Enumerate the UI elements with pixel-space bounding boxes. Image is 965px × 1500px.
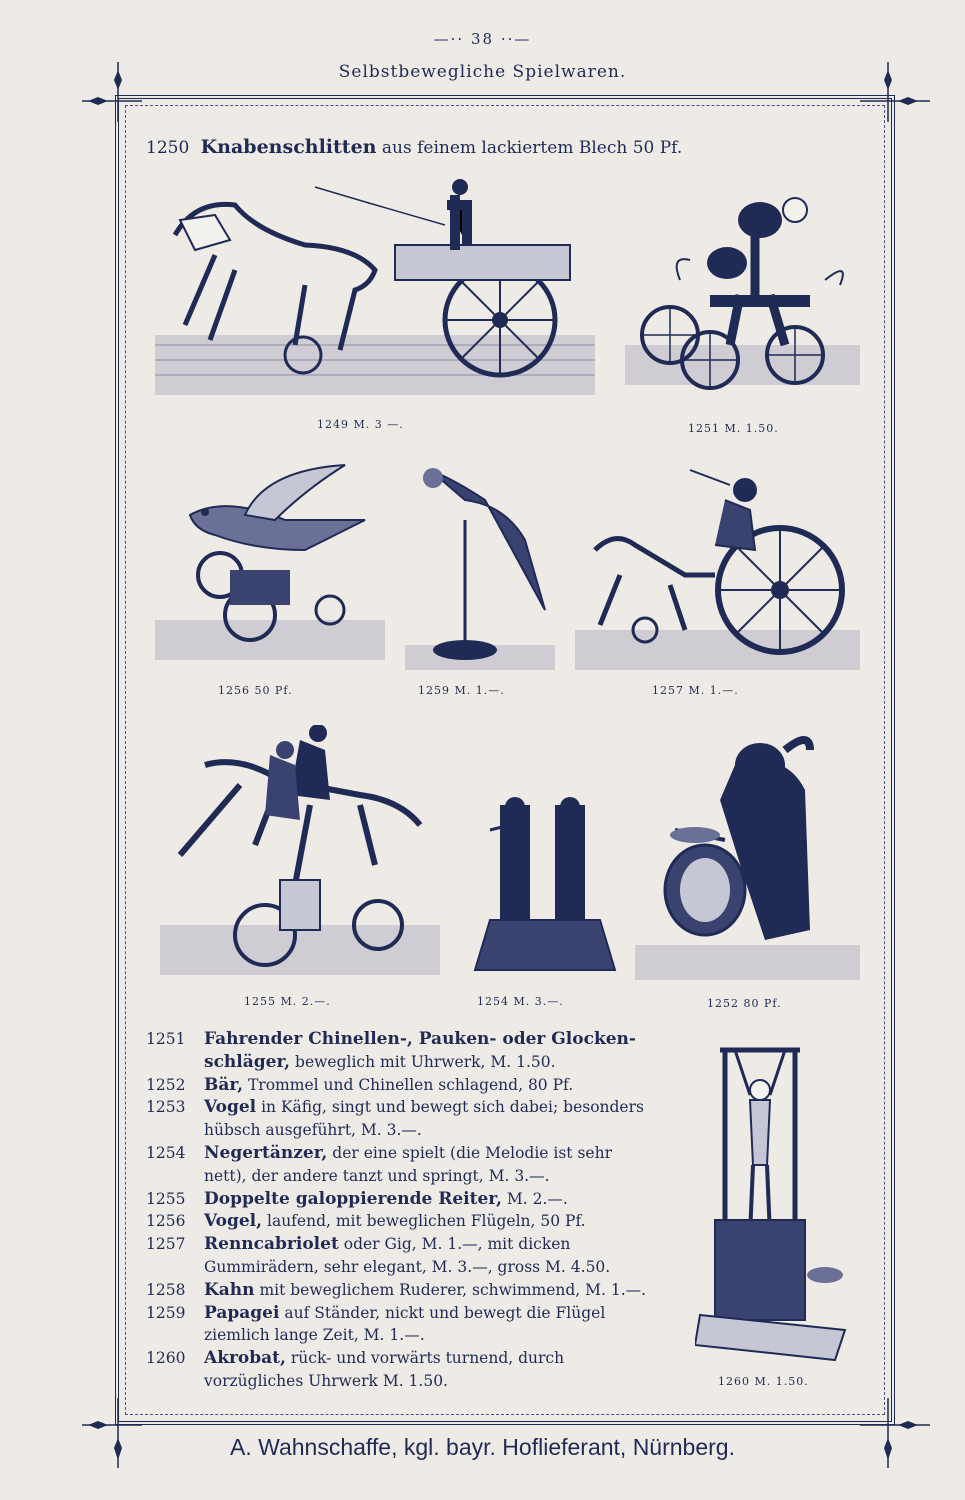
entry-text: in Käfig, singt und bewegt sich dabei; besonders hübsch ausgeführt, M. 3.—. <box>204 1098 644 1140</box>
entry-name: Papagei <box>204 1302 280 1323</box>
cymbal-player-illustration <box>625 185 860 400</box>
entry-text: M. 2.—. <box>506 1189 568 1208</box>
entry-1257 <box>146 1233 652 1279</box>
entry-number: 1253 <box>146 1098 186 1117</box>
entry-number: 1260 <box>146 1349 186 1368</box>
entry-number: 1254 <box>146 1143 186 1162</box>
entry-text: rück- und vorwärts turnend, durch vorzügliches Uhrwerk M. 1.50. <box>204 1349 565 1390</box>
entry-text: mit beweglichem Ruderer, schwimmend, M. 1.—. <box>259 1280 647 1299</box>
caption-1257: 1257 M. 1.—. <box>652 684 739 697</box>
entry-name: Vogel, <box>204 1211 263 1232</box>
corner-ornament-top-left-icon <box>82 62 142 122</box>
intro-text: aus feinem lackiertem Blech 50 Pf. <box>381 138 683 158</box>
footer-publisher: A. Wahnschaffe, kgl. bayr. Hoflieferant, Nürnberg. <box>230 1434 735 1460</box>
entry-name: Negertänzer, <box>204 1142 328 1163</box>
entry-name: Renncabriolet <box>204 1234 339 1255</box>
entry-1259 <box>146 1302 652 1348</box>
caption-1252: 1252 80 Pf. <box>707 997 782 1010</box>
entry-text: beweglich mit Uhrwerk, M. 1.50. <box>295 1052 556 1071</box>
caption-1259: 1259 M. 1.—. <box>418 684 505 697</box>
entry-1260 <box>146 1347 652 1393</box>
entry-number: 1256 <box>146 1212 186 1231</box>
caption-1255: 1255 M. 2.—. <box>244 995 331 1008</box>
entry-text: auf Ständer, nickt und bewegt die Flügel ziemlich lange Zeit, M. 1.—. <box>204 1303 606 1345</box>
horse-cart-illustration <box>155 175 595 405</box>
bear-illustration <box>635 730 860 985</box>
entry-number: 1251 <box>146 1030 186 1048</box>
dancers-illustration <box>470 795 620 980</box>
page-number-value: 38 <box>470 30 495 48</box>
entry-1254 <box>146 1142 652 1188</box>
entry-name: Fahrender Chinellen-, Pauken- oder Glocken-schläger, <box>204 1029 636 1072</box>
entry-text: der eine spielt (die Melodie ist sehr nett), der andere tanzt und springt, M. 3.—. <box>204 1143 612 1185</box>
entry-number: 1257 <box>146 1235 186 1254</box>
intro-number: 1250 <box>146 138 190 158</box>
caption-1256: 1256 50 Pf. <box>218 684 293 697</box>
entry-1255 <box>146 1188 652 1211</box>
intro-name: Knabenschlitten <box>200 136 377 158</box>
entry-name: Bär, <box>204 1074 244 1095</box>
caption-1254: 1254 M. 3.—. <box>477 995 564 1008</box>
intro-line <box>146 136 682 158</box>
entry-1256 <box>146 1210 652 1233</box>
walking-bird-illustration <box>155 460 385 670</box>
entry-1251 <box>146 1028 652 1074</box>
caption-1260: 1260 M. 1.50. <box>718 1375 809 1388</box>
entry-1252 <box>146 1074 652 1097</box>
entry-text: Trommel und Chinellen schlagend, 80 Pf. <box>247 1075 574 1094</box>
entry-name: Kahn <box>204 1279 255 1300</box>
page-number-dash-right: ··— <box>494 30 532 48</box>
caption-1249: 1249 M. 3 —. <box>317 418 404 431</box>
page-number-dash-left: —·· <box>433 30 471 48</box>
entry-text: oder Gig, M. 1.—, mit dicken Gummirädern, sehr elegant, M. 3.—, gross M. 4.50. <box>204 1235 611 1276</box>
entry-number: 1252 <box>146 1075 186 1094</box>
corner-ornament-top-right-icon <box>860 62 930 122</box>
entry-number: 1255 <box>146 1189 186 1208</box>
caption-1251: 1251 M. 1.50. <box>688 422 779 435</box>
acrobat-illustration <box>695 1035 860 1370</box>
page-header: Selbstbewegliche Spielwaren. <box>338 62 627 82</box>
entry-number: 1259 <box>146 1303 186 1322</box>
entry-name: Vogel <box>204 1097 257 1118</box>
entry-1258 <box>146 1279 652 1302</box>
entry-name: Doppelte galoppierende Reiter, <box>204 1188 502 1209</box>
double-riders-illustration <box>160 725 440 980</box>
racing-cart-illustration <box>575 465 860 675</box>
entry-text: laufend, mit beweglichen Flügeln, 50 Pf. <box>267 1212 586 1231</box>
entry-number: 1258 <box>146 1280 186 1299</box>
parrot-illustration <box>405 460 555 675</box>
description-list <box>146 1028 652 1393</box>
entry-name: Akrobat, <box>204 1348 286 1369</box>
entry-1253 <box>146 1096 652 1142</box>
page-number <box>0 30 965 48</box>
